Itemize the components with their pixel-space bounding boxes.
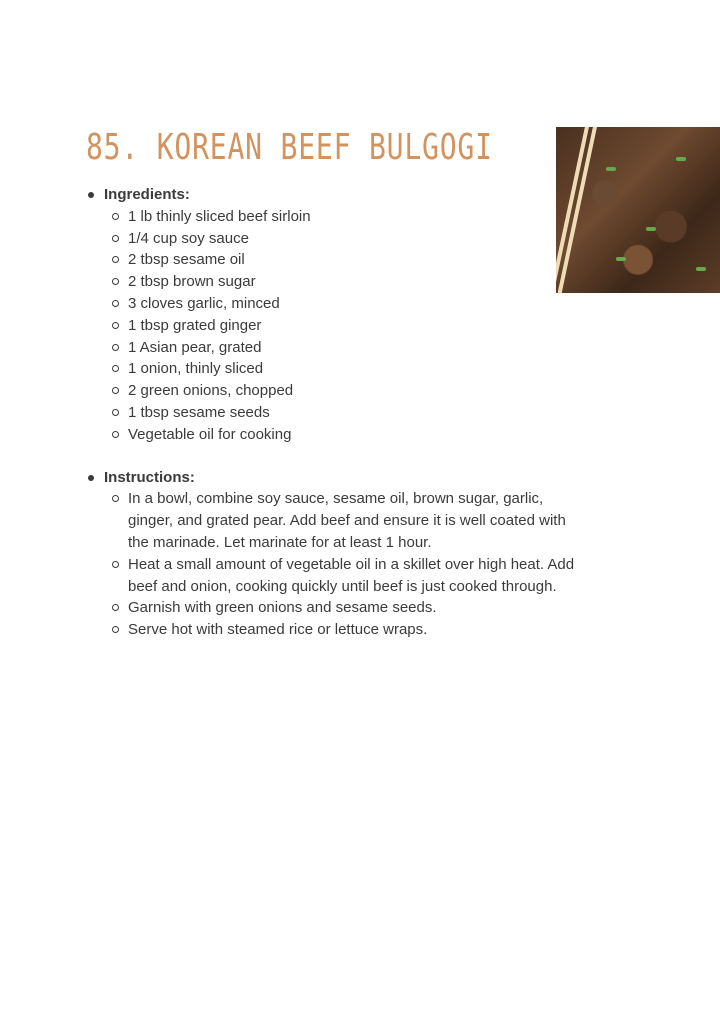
circle-bullet-icon	[112, 626, 119, 633]
circle-bullet-icon	[112, 322, 119, 329]
ingredient-item-text: 2 tbsp sesame oil	[128, 251, 245, 269]
circle-bullet-icon	[112, 409, 119, 416]
ingredient-item-text: 2 tbsp brown sugar	[128, 273, 256, 291]
circle-bullet-icon	[112, 561, 119, 568]
ingredient-item-text: 3 cloves garlic, minced	[128, 294, 280, 312]
ingredients-section	[0, 184, 620, 446]
circle-bullet-icon	[112, 256, 119, 263]
instruction-step-text: Heat a small amount of vegetable oil in a skillet over high heat. Add beef and onion, cooking quickly until beef is just cooked through.	[128, 555, 575, 595]
ingredient-item-text: Vegetable oil for cooking	[128, 425, 292, 443]
instructions-list	[104, 488, 579, 641]
circle-bullet-icon	[112, 604, 119, 611]
instruction-step-text: Serve hot with steamed rice or lettuce wraps.	[128, 621, 428, 639]
circle-bullet-icon	[112, 300, 119, 307]
instructions-label: Instructions:	[104, 468, 195, 486]
ingredient-item-text: 1 Asian pear, grated	[128, 338, 262, 356]
circle-bullet-icon	[112, 235, 119, 242]
ingredient-item	[104, 358, 620, 380]
ingredient-item-text: 1 tbsp grated ginger	[128, 316, 262, 334]
ingredient-item	[104, 271, 620, 293]
circle-bullet-icon	[112, 431, 119, 438]
bullet-icon	[88, 192, 94, 198]
ingredient-item-text: 1 onion, thinly sliced	[128, 360, 264, 378]
instructions-section	[0, 467, 620, 641]
instruction-step-text: Garnish with green onions and sesame seeds.	[128, 599, 437, 617]
ingredient-item	[104, 337, 620, 359]
circle-bullet-icon	[112, 344, 119, 351]
circle-bullet-icon	[112, 213, 119, 220]
instruction-step	[104, 597, 579, 619]
ingredient-item	[104, 424, 620, 446]
ingredient-item-text: 1 lb thinly sliced beef sirloin	[128, 207, 311, 225]
ingredients-label: Ingredients:	[104, 186, 190, 203]
instruction-step	[104, 554, 579, 598]
ingredient-item	[104, 315, 620, 337]
ingredient-item	[104, 402, 620, 424]
ingredient-item	[104, 380, 620, 402]
instruction-step-text: In a bowl, combine soy sauce, sesame oil, brown sugar, garlic, ginger, and grated pear. Add beef and ensure it is well coated with the marinade. Let marinate for at least 1 hour.	[128, 490, 566, 551]
ingredient-item-text: 1 tbsp sesame seeds	[128, 403, 270, 421]
ingredient-item-text: 1/4 cup soy sauce	[128, 229, 249, 247]
instruction-step	[104, 619, 579, 641]
circle-bullet-icon	[112, 387, 119, 394]
recipe-list	[0, 184, 620, 662]
ingredient-item-text: 2 green onions, chopped	[128, 382, 294, 400]
ingredient-item	[104, 206, 620, 228]
bullet-icon	[88, 475, 94, 481]
ingredient-item	[104, 249, 620, 271]
ingredients-list	[104, 206, 620, 446]
circle-bullet-icon	[112, 365, 119, 372]
ingredient-item	[104, 293, 620, 315]
circle-bullet-icon	[112, 278, 119, 285]
recipe-title: 85. KOREAN BEEF BULGOGI	[86, 127, 493, 168]
ingredient-item	[104, 228, 620, 250]
circle-bullet-icon	[112, 495, 119, 502]
instruction-step	[104, 488, 579, 553]
